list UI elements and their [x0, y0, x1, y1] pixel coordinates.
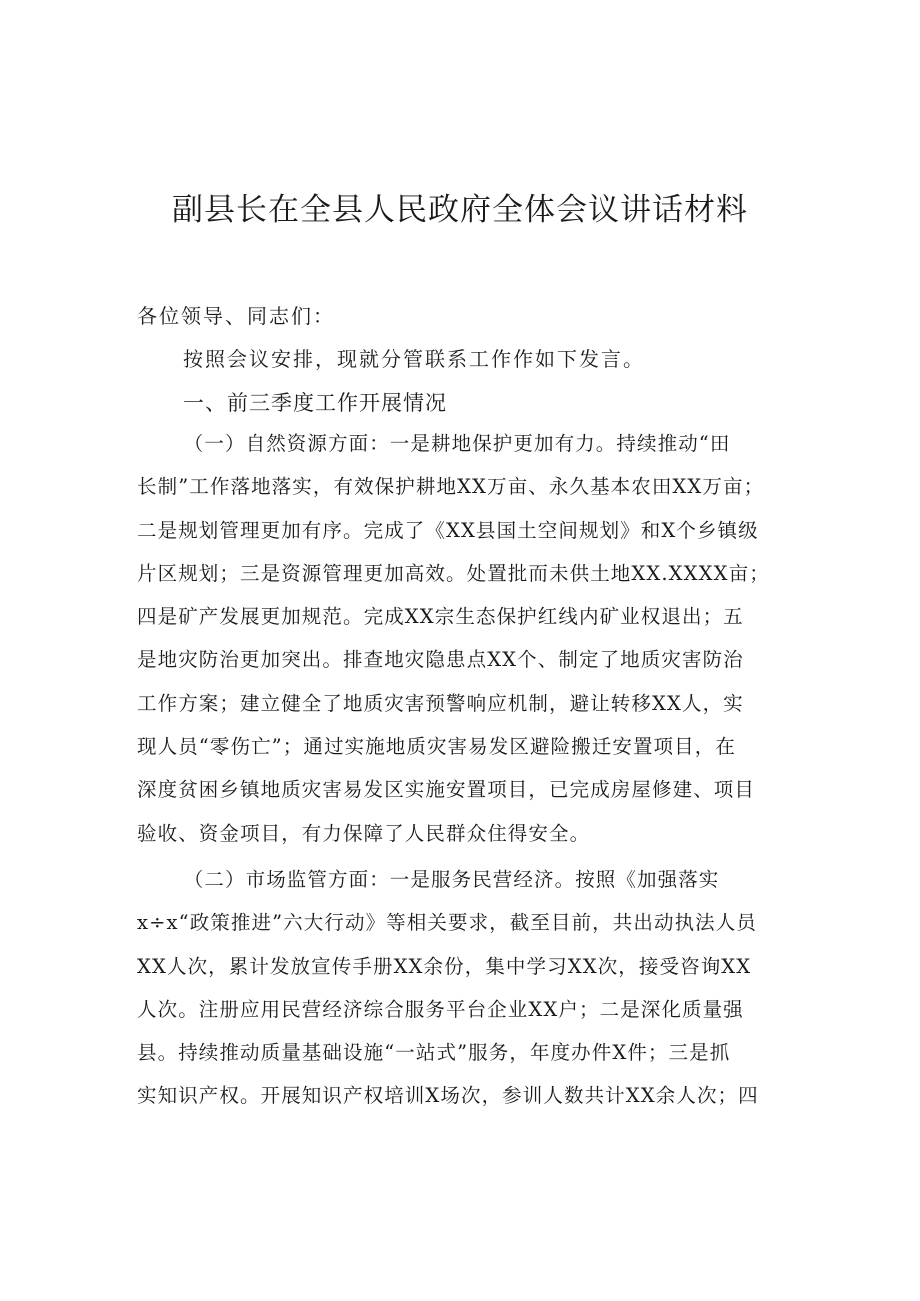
paragraph-line: 实知识产权。开展知识产权培训X场次，参训人数共计XX余人次；四: [137, 1084, 759, 1108]
paragraph-line: （一）自然资源方面：一是耕地保护更加有力。持续推动“田: [183, 432, 731, 455]
paragraph-line: 深度贫困乡镇地质灾害易发区实施安置项目，已完成房屋修建、项目: [137, 778, 756, 802]
paragraph-line: 现人员“零伤亡”；通过实施地质灾害易发区避险搬迁安置项目，在: [137, 735, 736, 759]
paragraph-line: 验收、资金项目，有力保障了人民群众住得安全。: [137, 821, 591, 845]
paragraph-line: XX人次，累计发放宣传手册XX余份，集中学习XX次，接受咨询XX: [137, 954, 752, 978]
paragraph-line: （二）市场监管方面：一是服务民营经济。按照《加强落实: [183, 868, 720, 891]
paragraph-line: 是地灾防治更加突出。排查地灾隐患点XX个、制定了地质灾害防治: [137, 648, 744, 672]
salutation: 各位领导、同志们：: [137, 304, 335, 328]
section-heading: 一、前三季度工作开展情况: [183, 391, 447, 415]
paragraph-line: 人次。注册应用民营经济综合服务平台企业XX户；二是深化质量强: [137, 997, 744, 1021]
paragraph-line: 四是矿产发展更加规范。完成XX宗生态保护红线内矿业权退出；五: [137, 605, 744, 629]
paragraph-line: 二是规划管理更加有序。完成了《XX县国土空间规划》和X个乡镇级: [137, 518, 759, 542]
paragraph-line: x÷x“政策推进”六大行动》等相关要求，截至目前，共出动执法人员: [137, 911, 757, 935]
document-title: 副县长在全县人民政府全体会议讲话材料: [172, 192, 748, 228]
paragraph-line: 县。持续推动质量基础设施“一站式”服务，年度办件X件；三是抓: [137, 1041, 731, 1065]
paragraph-line: 长制”工作落地落实，有效保护耕地XX万亩、永久基本农田XX万亩；: [137, 475, 765, 499]
paragraph-line: 片区规划；三是资源管理更加高效。处置批而未供土地XX.XXXX亩；: [137, 561, 770, 585]
paragraph-line: 工作方案；建立健全了地质灾害预警响应机制，避让转移XX人，实: [137, 691, 744, 715]
intro-paragraph: 按照会议安排，现就分管联系工作作如下发言。: [183, 347, 645, 371]
paragraph-natural-resources: [137, 422, 787, 855]
paragraph-market-supervision: [137, 858, 787, 1118]
